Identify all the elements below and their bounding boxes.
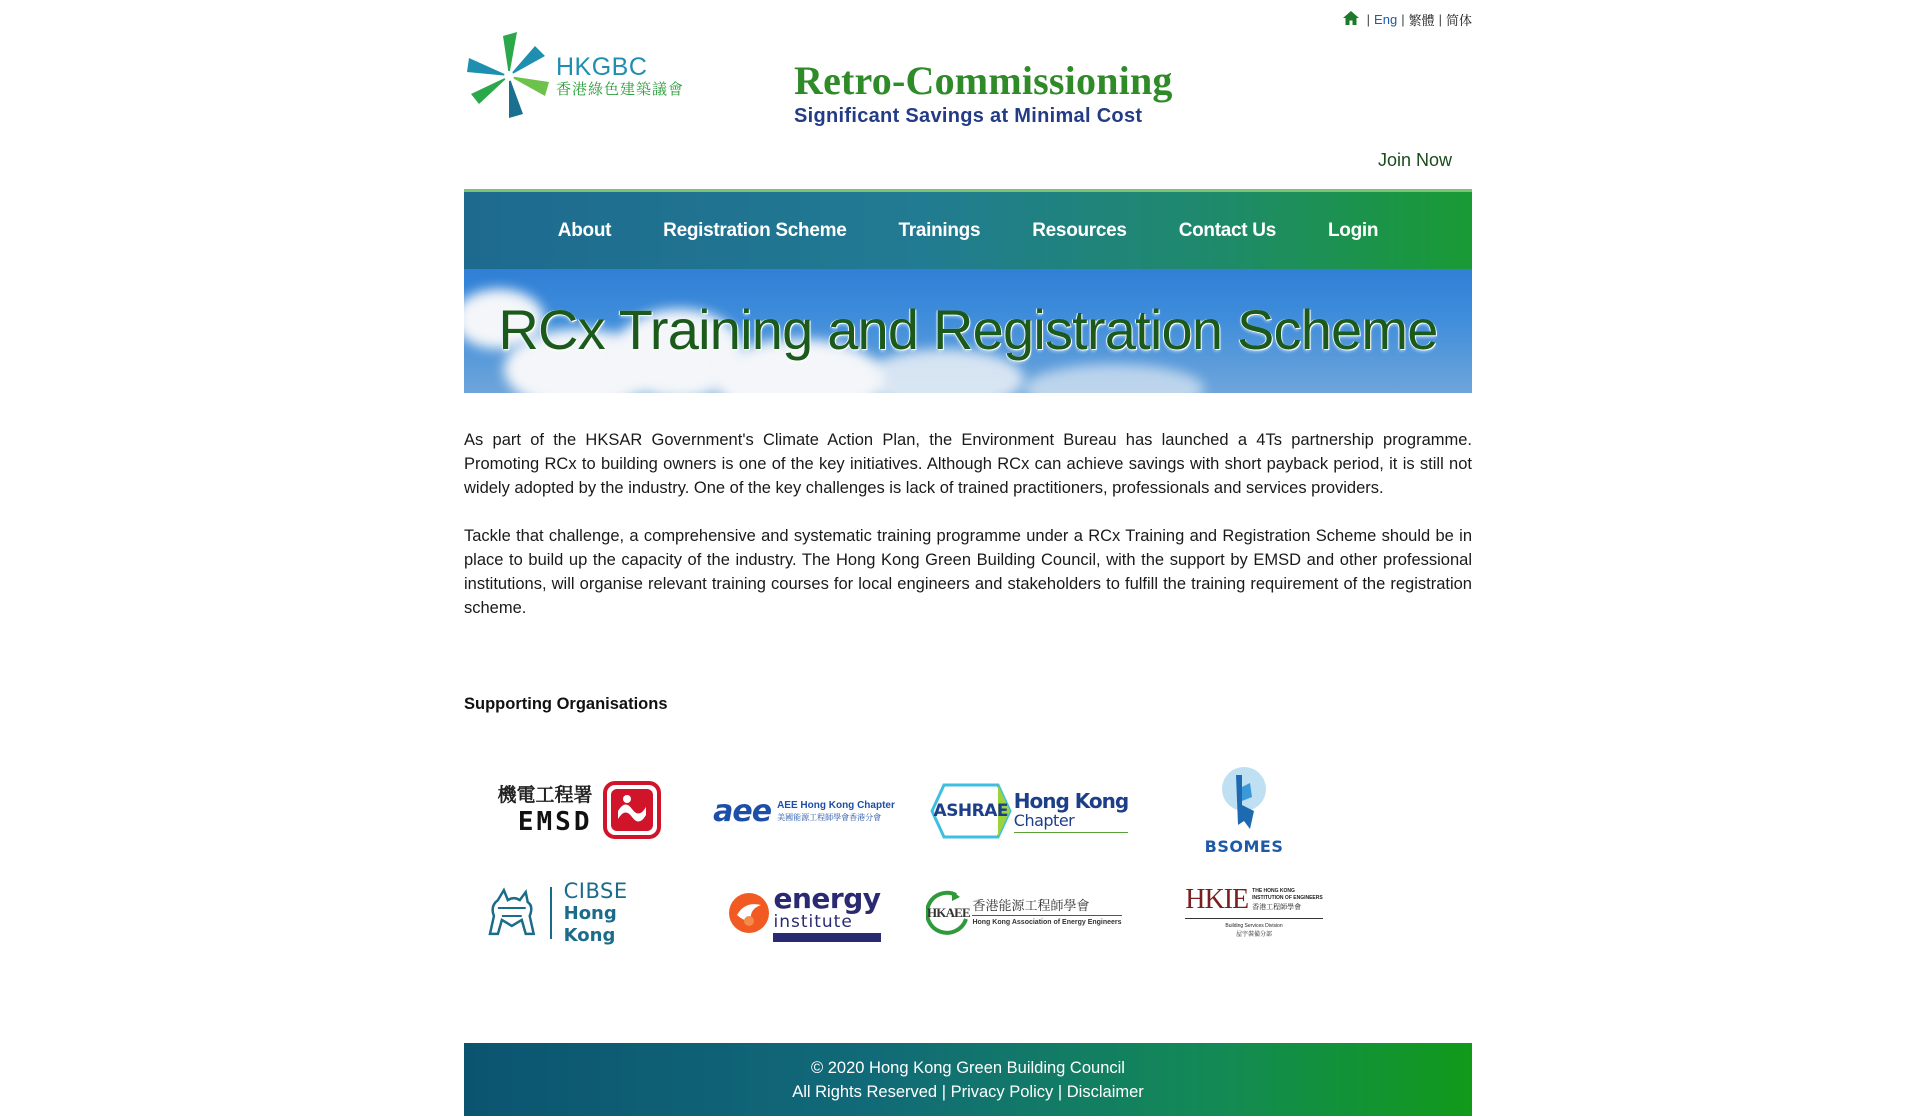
page-wrapper xyxy=(464,0,1472,1116)
intro-paragraph: As part of the HKSAR Government's Climate Action Plan, the Environment Bureau has launched a 4Ts partnership programme. Promoting RCx to building owners is one of the key initiatives. Although RCx can achieve savings with short payback period, it is still not widely adopted by the industry. One of the key challenges is lack of trained practitioners, professionals and services providers. xyxy=(464,431,1472,497)
aee-mark: aee xyxy=(713,793,772,829)
ashrae-mark: ASHRAE xyxy=(933,801,1009,821)
energy-institute-swirl-icon xyxy=(727,891,771,935)
hkie-division-zh: 屋宇裝備分部 xyxy=(1235,931,1272,938)
hkie-line2: INSTITUTION OF ENGINEERS xyxy=(1252,895,1323,901)
hkie-name-zh: 香港工程師學會 xyxy=(1252,903,1302,911)
main-nav xyxy=(464,189,1472,269)
page-footer xyxy=(464,1043,1472,1116)
bsomes-emblem-icon xyxy=(1220,765,1268,835)
lang-separator: | xyxy=(1438,11,1442,27)
ashrae-chapter: Chapter xyxy=(1013,810,1075,830)
energy-institute-line2: institute xyxy=(773,913,880,942)
aee-logo[interactable] xyxy=(704,788,904,834)
banner-cloud xyxy=(1024,364,1204,393)
hkie-division: Building Services Division xyxy=(1225,923,1283,929)
ashrae-logo[interactable] xyxy=(929,776,1129,846)
campaign-title: Retro-Commissioning xyxy=(794,58,1173,103)
join-now-link[interactable]: Join Now xyxy=(1377,150,1452,170)
emsd-name-zh: 機電工程署 xyxy=(497,784,593,806)
hkgbc-pinwheel-icon xyxy=(464,30,554,122)
emsd-logo[interactable] xyxy=(484,778,674,842)
intro-content xyxy=(464,428,1472,620)
energy-institute-logo[interactable] xyxy=(714,883,894,943)
campaign-heading xyxy=(794,60,1173,128)
emsd-name-en: EMSD xyxy=(517,807,593,837)
footer-separator: | xyxy=(941,1083,946,1101)
cibse-logo[interactable] xyxy=(484,879,674,946)
hkaee-logo[interactable] xyxy=(924,883,1124,943)
nav-item-resources[interactable]: Resources xyxy=(1032,219,1127,241)
lang-tc-link[interactable]: 繁體 xyxy=(1408,12,1435,28)
banner-title: RCx Training and Registration Scheme xyxy=(498,298,1438,361)
hkaee-mark: HKAEE xyxy=(926,905,970,920)
energy-institute-line1: energy xyxy=(773,881,881,915)
nav-item-login[interactable]: Login xyxy=(1328,219,1379,241)
footer-rights: All Rights Reserved xyxy=(792,1083,938,1101)
intro-paragraph: Tackle that challenge, a comprehensive and systematic training programme under a RCx Training and Registration Scheme should be in place to build up the capacity of the industry. The Hong Kong Green Building Council, with the support by EMSD and other professional institutions, will organise relevant training courses for local engineers and stakeholders to fulfill the training requirement of the registration scheme. xyxy=(464,527,1472,617)
nav-item-contact-us[interactable]: Contact Us xyxy=(1178,219,1276,241)
lang-separator: | xyxy=(1366,11,1371,27)
ashrae-hong-kong: Hong Kong xyxy=(1013,788,1129,813)
footer-links xyxy=(464,1080,1472,1104)
hkie-line1: THE HONG KONG xyxy=(1252,888,1295,894)
footer-copyright: © 2020 Hong Kong Green Building Council xyxy=(811,1059,1125,1077)
language-bar xyxy=(1343,10,1472,28)
nav-item-registration-scheme[interactable]: Registration Scheme xyxy=(663,219,847,241)
lang-separator: | xyxy=(1401,11,1405,27)
aee-chapter-en: AEE Hong Kong Chapter xyxy=(777,799,895,811)
cibse-hong-kong: Hong Kong xyxy=(563,903,617,946)
lang-sc-link[interactable]: 简体 xyxy=(1445,12,1472,28)
hero-banner xyxy=(464,269,1472,393)
hkaee-name-en: Hong Kong Association of Energy Engineers xyxy=(972,918,1122,926)
logo-name-en: HKGBC xyxy=(556,52,648,81)
disclaimer-link[interactable]: Disclaimer xyxy=(1066,1083,1144,1101)
privacy-policy-link[interactable]: Privacy Policy xyxy=(950,1083,1054,1101)
cibse-griffin-icon xyxy=(484,886,540,940)
nav-item-trainings[interactable]: Trainings xyxy=(898,219,981,241)
hkie-logo[interactable] xyxy=(1154,880,1354,944)
nav-item-about[interactable]: About xyxy=(557,219,612,241)
cibse-name: CIBSE xyxy=(563,879,628,903)
home-icon xyxy=(1343,11,1359,25)
logo-name-zh: 香港綠色建築議會 xyxy=(556,79,685,98)
hkaee-name-zh: 香港能源工程師學會 xyxy=(972,899,1121,916)
campaign-subtitle: Significant Savings at Minimal Cost xyxy=(794,105,1143,127)
home-link[interactable] xyxy=(1343,11,1363,28)
bsomes-logo[interactable] xyxy=(1179,758,1309,862)
footer-separator: | xyxy=(1057,1083,1063,1101)
bsomes-name: BSOMES xyxy=(1204,836,1284,856)
hkie-mark: HKIE xyxy=(1185,884,1249,915)
supporting-organisations-title: Supporting Organisations xyxy=(464,695,668,713)
emsd-emblem-icon xyxy=(603,781,661,839)
lang-eng-link[interactable]: Eng xyxy=(1374,11,1398,27)
aee-chapter-zh: 美國能源工程師學會香港分會 xyxy=(777,812,882,822)
hkgbc-logo[interactable] xyxy=(464,28,714,123)
